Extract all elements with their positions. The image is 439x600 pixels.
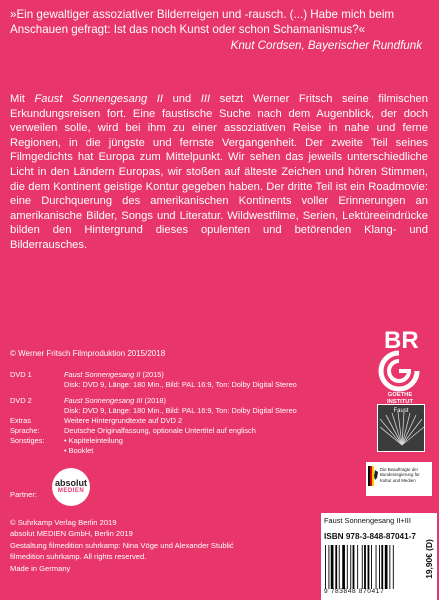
dvd1-title: Faust Sonnengesang II [64,370,141,379]
absolut-logo-text: absolut [54,478,87,488]
desc-and: und [163,93,201,105]
description [10,92,428,253]
barcode-icon [324,545,420,589]
goethe-line-1: GOETHE [387,392,413,398]
bkm-text: Die Beauftragte der Bundesregierung für Kultur und Medien [380,467,420,483]
dvd1-year: (2015) [140,370,164,379]
spec-language [10,426,330,436]
desc-rest: setzt Werner Fritsch seine filmischen Erkundungsreisen fort. Eine faustische Suche nach dem Augenblick, der doch verweilen solle, wird bei ihm zu einer assoziativen Reise in nahe und ferne Regionen, in die jüngste und fernste Vergangenheit. Der zweite Teil seines Filmgedichts hat Europa zum Mittelpunkt. Wir sehen das jeweils unterschiedliche Licht in den Ländern Europas, wir stoßen auf älteste Zeichen und hören Stimmen, die dem Kontinent geistige Kontur gegeben haben. Der dritte Teil ist ein Roadmovie: eine Durchquerung des amerikanischen Kontinents voller Erinnerungen an amerikanische Bilder, Songs und Literatur. Wildwestfilme, Serien, Lektüreeindrücke bilden den Hintergrund dieses opulenten und betörenden Klang- und Bilderrausches. [10,93,428,251]
product-info-box [321,513,437,600]
bkm-logo-box [366,462,432,496]
production-copyright: © Werner Fritsch Filmproduktion 2015/2018 [10,349,166,358]
misc-item: • Kapiteleinteilung [64,436,123,445]
description-paragraph [10,92,428,253]
barcode-number: 9 783848 870417 [324,588,385,595]
quote-text: »Ein gewaltiger assoziativer Bilderreigen und -rausch. (...) Habe mich beim Anschauen gefragt: Ist das noch Kunst oder schon Schamanismus?« [10,8,395,36]
absolut-medien-logo [52,468,90,506]
spec-dvd2 [10,396,330,416]
spec-dvd1 [10,370,330,390]
goethe-line-2: INSTITUT [386,398,414,405]
isbn: ISBN 978-3-848-87041-7 [324,532,416,541]
partner-label: Partner: [10,490,38,499]
credit-line: filmedition suhrkamp. All rights reserved. [10,552,147,562]
spec-key: Sprache: [10,426,40,435]
credit-line: Gestaltung filmedition suhrkamp: Nina Vöge und Alexander Stublić [10,540,234,550]
dvd1-details: Disk: DVD 9, Länge: 180 Min., Bild: PAL 16:9, Ton: Dolby Digital Stereo [64,380,297,389]
spec-value: Deutsche Originalfassung, optionale Untertitel auf englisch [64,426,256,435]
faust-thumbnail-title: Faust [393,408,409,414]
quote-source: Knut Cordsen, Bayerischer Rundfunk [230,39,422,52]
footer-credits [10,517,234,574]
absolut-logo-subtext: MEDIEN [57,488,85,494]
misc-item: • Booklet [64,446,94,455]
desc-title-1: Faust Sonnengesang II [34,93,164,105]
dvd2-details: Disk: DVD 9, Länge: 180 Min., Bild: PAL 16:9, Ton: Dolby Digital Stereo [64,406,297,415]
spec-value [64,436,330,456]
spec-key: Extras [10,416,31,425]
spec-key: DVD 2 [10,396,32,405]
desc-prefix: Mit [10,93,35,105]
spec-value [64,396,330,416]
specs-table [10,370,330,456]
product-title: Faust Sonnengesang II+III [324,516,411,525]
spec-value [64,370,330,390]
spec-key: DVD 1 [10,370,32,379]
desc-title-2: III [200,93,211,105]
eagle-icon [368,466,378,486]
price-box [422,523,436,595]
credit-line: absolut MEDIEN GmbH, Berlin 2019 [10,529,133,539]
spec-misc [10,436,330,456]
dvd2-year: (2018) [142,396,166,405]
price: 19,90€ (D) [424,539,434,579]
br-logo-text: BR [384,327,419,354]
quote-block [10,7,422,53]
sunburst-icon [378,405,426,453]
faust-cover-thumbnail [377,404,425,452]
dvd2-title: Faust Sonnengesang III [64,396,143,405]
spec-key: Sonstiges: [10,436,45,445]
credit-line: Made in Germany [10,563,71,573]
spec-value: Weitere Hintergrundtexte auf DVD 2 [64,416,183,425]
credit-line: © Suhrkamp Verlag Berlin 2019 [10,518,117,527]
spec-extras [10,416,330,426]
